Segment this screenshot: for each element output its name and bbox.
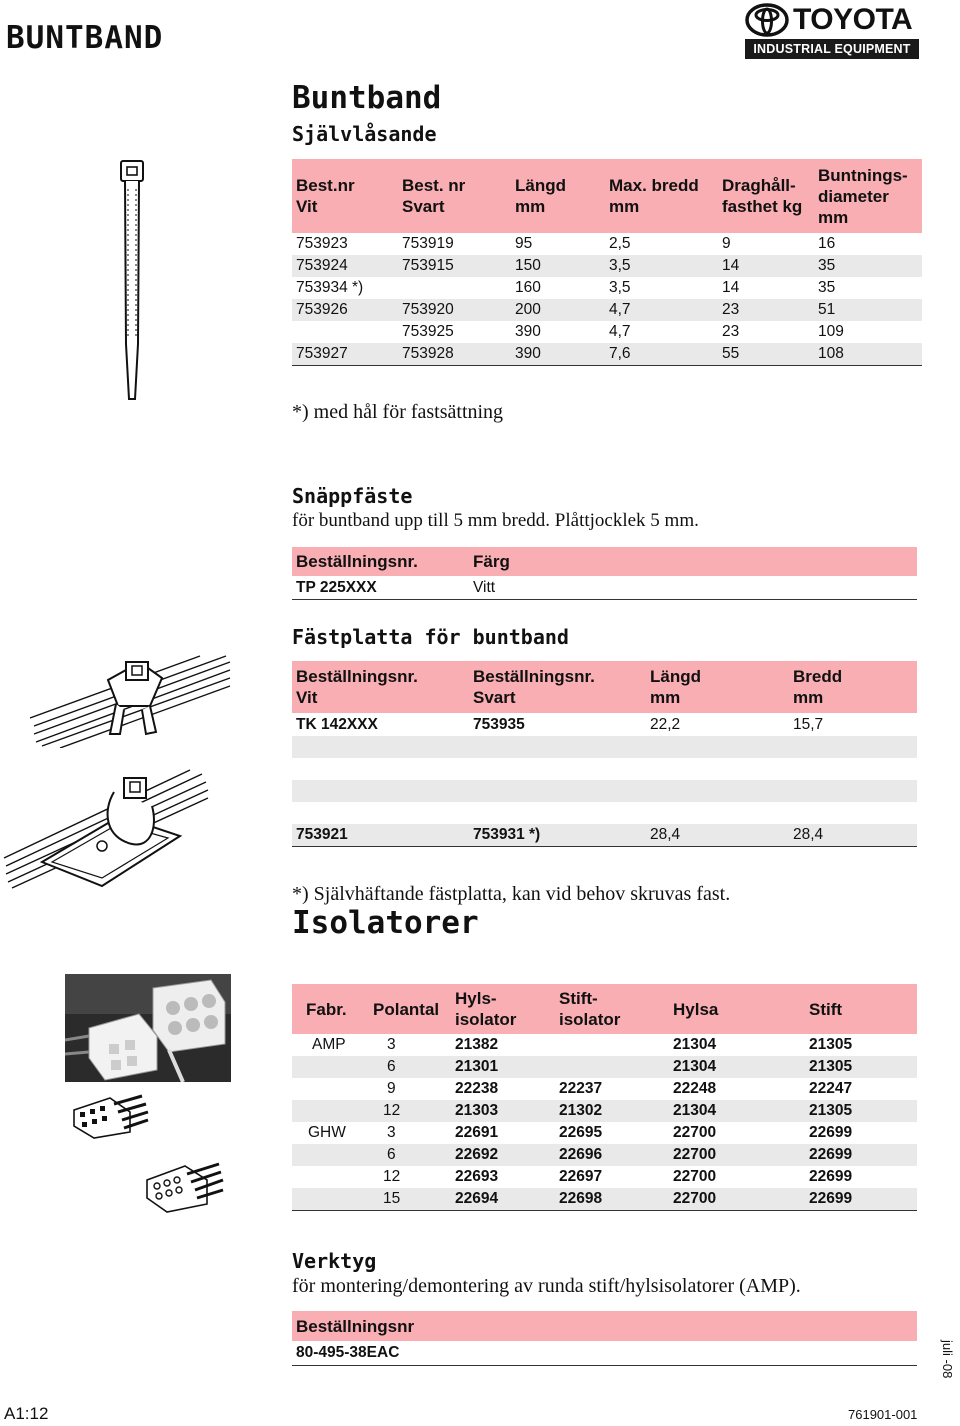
isolatorer-table bbox=[292, 984, 917, 1211]
buntband-header-row bbox=[292, 159, 922, 233]
brand-tagline: INDUSTRIAL EQUIPMENT bbox=[745, 39, 919, 59]
table-row: 6 21301 21304 21305 bbox=[292, 1056, 917, 1078]
buntband-title: Buntband bbox=[292, 80, 442, 116]
snappfaste-header-row bbox=[292, 547, 917, 576]
fastplatta-table bbox=[292, 661, 917, 847]
verktyg-title: Verktyg bbox=[292, 1249, 377, 1273]
col-langd: Längd mm bbox=[515, 176, 566, 216]
col-fabr: Fabr. bbox=[306, 999, 347, 1019]
fastplatta-footnote: *) Självhäftande fästplatta, kan vid behov skruvas fast. bbox=[292, 883, 731, 905]
snappfaste-title: Snäppfäste bbox=[292, 484, 413, 508]
col-bestallningsnr: Beställningsnr bbox=[296, 1316, 415, 1336]
toyota-emblem-icon bbox=[745, 2, 793, 38]
connector-photo-icon bbox=[65, 974, 231, 1082]
buntband-subtitle: Självlåsande bbox=[292, 122, 437, 146]
isolatorer-title: Isolatorer bbox=[292, 905, 479, 941]
table-row: 753926 753920 200 4,7 23 51 bbox=[292, 299, 922, 321]
table-row bbox=[292, 802, 917, 824]
col-stiftisolator: Stift- isolator bbox=[559, 989, 621, 1029]
snappfaste-description: för buntband upp till 5 mm bredd. Plåttjocklek 5 mm. bbox=[292, 510, 699, 531]
col-bredd: Bredd mm bbox=[793, 667, 843, 707]
col-max-bredd: Max. bredd mm bbox=[609, 176, 699, 216]
table-row: AMP 3 21382 21304 21305 bbox=[312, 1036, 853, 1053]
brand-word: TOYOTA bbox=[793, 3, 913, 36]
verktyg-description: för montering/demontering av runda stift/hylsisolatorer (AMP). bbox=[292, 1275, 801, 1297]
col-best-nr-vit: Best.nr Vit bbox=[296, 176, 355, 216]
page-number: A1:12 bbox=[4, 1404, 49, 1423]
col-hylsisolator: Hyls- isolator bbox=[455, 989, 517, 1029]
fastplatta-title: Fästplatta för buntband bbox=[292, 625, 569, 649]
table-row bbox=[292, 736, 917, 758]
table-row: 753921 753931 *) 28,4 28,4 bbox=[292, 824, 917, 847]
col-farg: Färg bbox=[473, 552, 510, 571]
col-best-nr-svart: Best. nr Svart bbox=[402, 176, 466, 216]
table-row: 753927 753928 390 7,6 55 108 bbox=[292, 343, 922, 366]
table-row: 15 22694 22698 22700 22699 bbox=[292, 1188, 917, 1211]
isolatorer-header-row bbox=[292, 984, 917, 1034]
col-polantal: Polantal bbox=[373, 999, 440, 1019]
table-row: 6 22692 22696 22700 22699 bbox=[292, 1144, 917, 1166]
table-row: GHW 3 22691 22695 22700 22699 bbox=[308, 1124, 853, 1141]
table-row: 753923 753919 95 2,5 9 16 bbox=[296, 235, 836, 252]
table-row: 12 22693 22697 22700 22699 bbox=[383, 1168, 853, 1185]
col-buntningsdiameter: Buntnings- diameter mm bbox=[818, 165, 908, 227]
table-row bbox=[292, 758, 917, 780]
col-bestallningsnr-vit: Beställningsnr. Vit bbox=[296, 667, 418, 707]
table-row: TK 142XXX 753935 22,2 15,7 bbox=[296, 715, 824, 733]
col-bestallningsnr-svart: Beställningsnr. Svart bbox=[473, 667, 595, 707]
toyota-logo bbox=[745, 2, 919, 60]
table-row: 12 21303 21302 21304 21305 bbox=[292, 1100, 917, 1122]
fastplatta-header-row bbox=[292, 661, 917, 713]
col-bestallningsnr: Beställningsnr. bbox=[296, 552, 418, 571]
buntband-footnote: *) med hål för fastsättning bbox=[292, 401, 504, 423]
amp-connector-drawing-icon bbox=[70, 1090, 150, 1140]
issue-date: juli -08 bbox=[940, 1340, 955, 1379]
verktyg-table bbox=[292, 1311, 917, 1366]
ghw-connector-drawing-icon bbox=[145, 1158, 225, 1214]
col-hylsa: Hylsa bbox=[673, 999, 719, 1019]
col-draghallfasthet: Draghåll- fasthet kg bbox=[722, 176, 803, 216]
cable-tie-illustration-icon bbox=[119, 159, 145, 405]
table-row: TP 225XXX Vitt bbox=[292, 576, 917, 600]
buntband-table bbox=[292, 159, 922, 366]
cable-clamp-illustration-icon bbox=[30, 648, 235, 748]
adhesive-mount-illustration-icon bbox=[2, 762, 212, 892]
verktyg-header-row bbox=[292, 1311, 917, 1341]
col-langd: Längd mm bbox=[650, 667, 701, 707]
table-row: 753924 753915 150 3,5 14 35 bbox=[292, 255, 922, 277]
table-row bbox=[292, 780, 917, 802]
table-row: 9 22238 22237 22248 22247 bbox=[387, 1080, 853, 1097]
table-row: 753925 390 4,7 23 109 bbox=[402, 323, 844, 340]
snappfaste-table bbox=[292, 547, 917, 600]
table-row: 80-495-38EAC bbox=[292, 1341, 917, 1366]
section-title: BUNTBAND bbox=[6, 20, 164, 56]
document-number: 761901-001 bbox=[848, 1407, 918, 1422]
table-row: 753934 *) 160 3,5 14 35 bbox=[296, 279, 836, 296]
col-stift: Stift bbox=[809, 999, 843, 1019]
